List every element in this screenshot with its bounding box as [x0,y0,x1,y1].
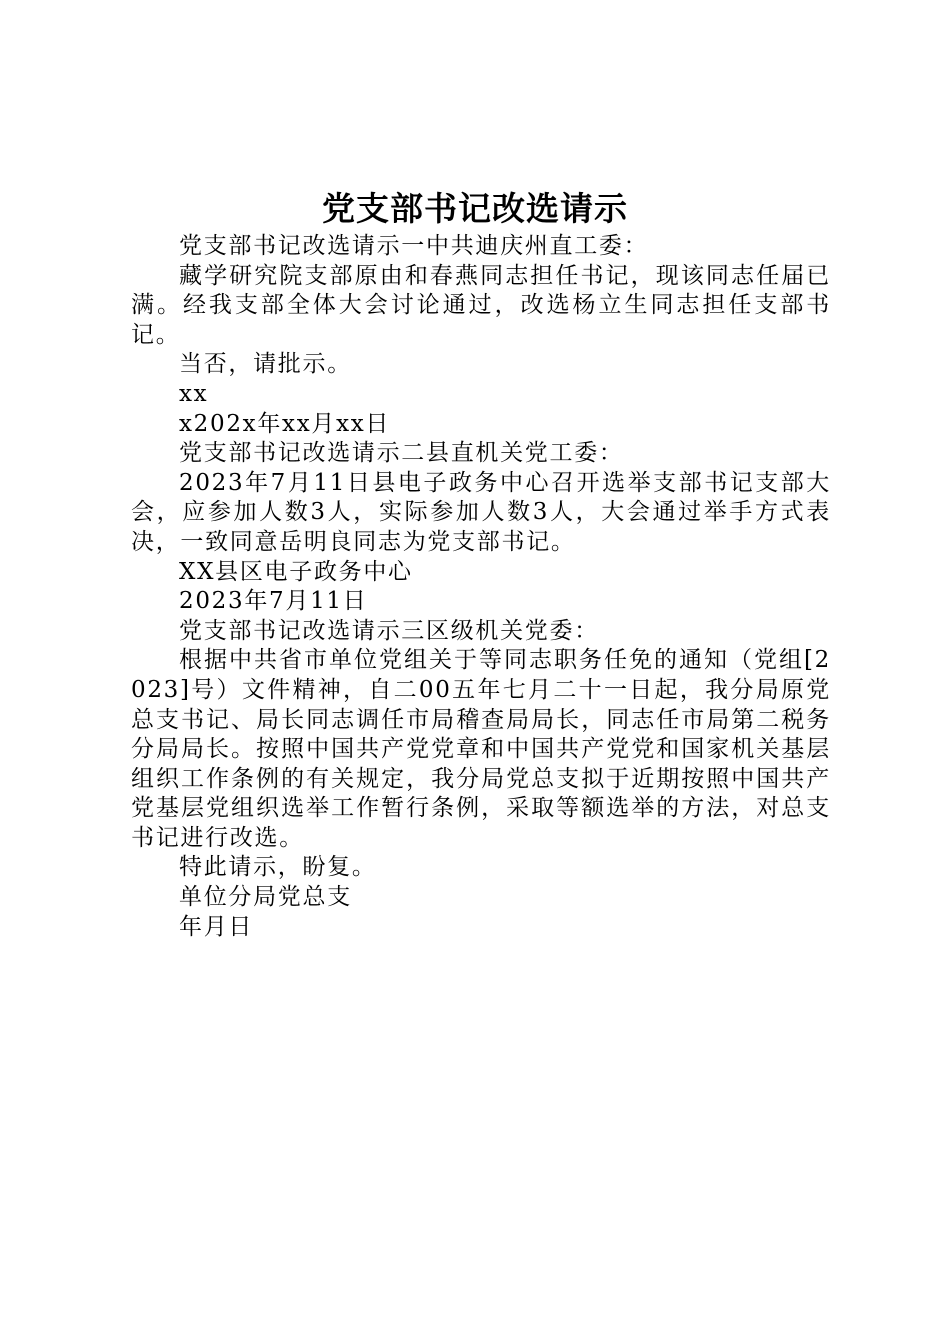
paragraph-heading-3: 党支部书记改选请示三区级机关党委： [179,617,599,644]
paragraph-closing-3: 特此请示，盼复。 [179,854,377,881]
paragraph-date-1: x202x年xx月xx日 [179,410,391,437]
paragraph-signature-2: XX县区电子政务中心 [179,558,413,585]
paragraph-request-2: 2023年7月11日县电子政务中心召开选举支部书记支部大会，应参加人数3人，实际参加人数3人，大会通过举手方式表决，一致同意岳明良同志为党支部书记。 [131,469,831,555]
paragraph-heading-2: 党支部书记改选请示二县直机关党工委： [179,440,624,467]
paragraph-request-3: 根据中共省市单位党组关于等同志职务任免的通知（党组[2023]号）文件精神，自二00五年七月二十一日起，我分局原党总支书记、局长同志调任市局稽查局局长，同志任市局第二税务分局局长。按照中国共产党党章和中国共产党党和国家机关基层组织工作条例的有关规定，我分局党总支拟于近期按照中国共产党基层党组织选举工作暂行条例，采取等额选举的方法，对总支书记进行改选。 [131,647,831,851]
paragraph-signature-3: 单位分局党总支 [179,884,352,911]
paragraph-date-2: 2023年7月11日 [179,588,368,615]
document-title: 党支部书记改选请示 [322,189,628,228]
paragraph-signature-1: xx [179,380,209,407]
paragraph-closing-1: 当否，请批示。 [179,351,352,378]
paragraph-request-1: 藏学研究院支部原由和春燕同志担任书记，现该同志任届已满。经我支部全体大会讨论通过，改选杨立生同志担任支部书记。 [131,262,831,348]
document-body [131,232,831,942]
paragraph-date-3: 年月日 [179,913,254,940]
paragraph-heading-1: 党支部书记改选请示一中共迪庆州直工委： [179,233,649,259]
